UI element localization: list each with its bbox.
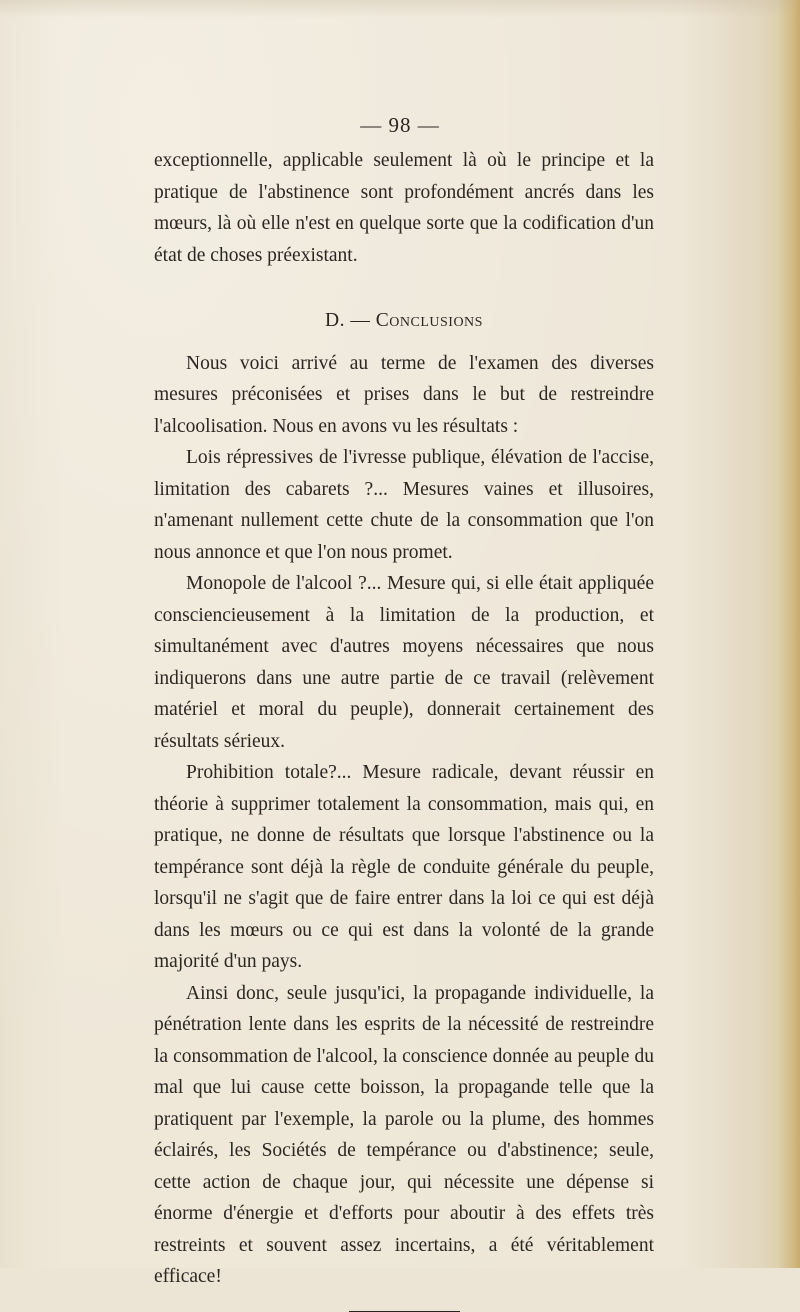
paragraph-intro: Nous voici arrivé au terme de l'examen des diverses mesures préconisées et prises dans le but de restreindre l'alcoolisation. Nous en avons vu les résultats : xyxy=(154,352,654,437)
page-number: — 98 — xyxy=(360,113,440,137)
page-edge-discoloration xyxy=(778,0,800,1268)
paragraph-repressive-laws: Lois répressives de l'ivresse publique, élévation de l'accise, limitation des cabarets ?... Mesures vaines et illusoires, n'amenant nullement cette chute de la consommation que l'on nous annonce et que l'on nous promet. xyxy=(154,447,654,563)
section-heading-prefix: D. — xyxy=(325,310,371,331)
page-top-shadow xyxy=(0,0,800,18)
section-heading-title: Conclusions xyxy=(375,310,483,331)
paragraph-prohibition: Prohibition totale?... Mesure radicale, devant réussir en théorie à supprimer totalement la consommation, mais qui, en pratique, ne donne de résultats que lorsque l'abstinence ou la tempérance sont déjà la règle de conduite générale du peuple, lorsqu'il ne s'agit que de faire entrer dans la loi ce qui est déjà dans les mœurs ou ce qui est dans la volonté de la grande majorité d'un pays. xyxy=(154,762,654,972)
paragraph-monopoly: Monopole de l'alcool ?... Mesure qui, si elle était appliquée consciencieusement à la limitation de la production, et simultanément avec d'autres moyens nécessaires que nous indiquerons dans une autre partie de ce travail (relèvement matériel et moral du peuple), donnerait certainement des résultats sérieux. xyxy=(154,573,654,752)
continuation-paragraph: exceptionnelle, applicable seulement là où le principe et la pratique de l'abstinence sont profondément ancrés dans les mœurs, là où elle n'est en quelque sorte que la codification d'un état de choses préexistant. xyxy=(154,150,654,266)
section-heading xyxy=(154,305,654,337)
end-rule-divider xyxy=(349,1311,460,1312)
paragraph-propaganda: Ainsi donc, seule jusqu'ici, la propagande individuelle, la pénétration lente dans les esprits de la nécessité de restreindre la consommation de l'alcool, la conscience donnée au peuple du mal que lui cause cette boisson, la propagande telle que la pratiquent par l'exemple, la parole ou la plume, des hommes éclairés, les Sociétés de tempérance ou d'abstinence; seule, cette action de chaque jour, qui nécessite une dépense si énorme d'énergie et d'efforts pour aboutir à des effets très restreints et souvent assez incertains, a été véritablement efficace! xyxy=(154,982,654,1287)
body-text xyxy=(154,145,654,1312)
